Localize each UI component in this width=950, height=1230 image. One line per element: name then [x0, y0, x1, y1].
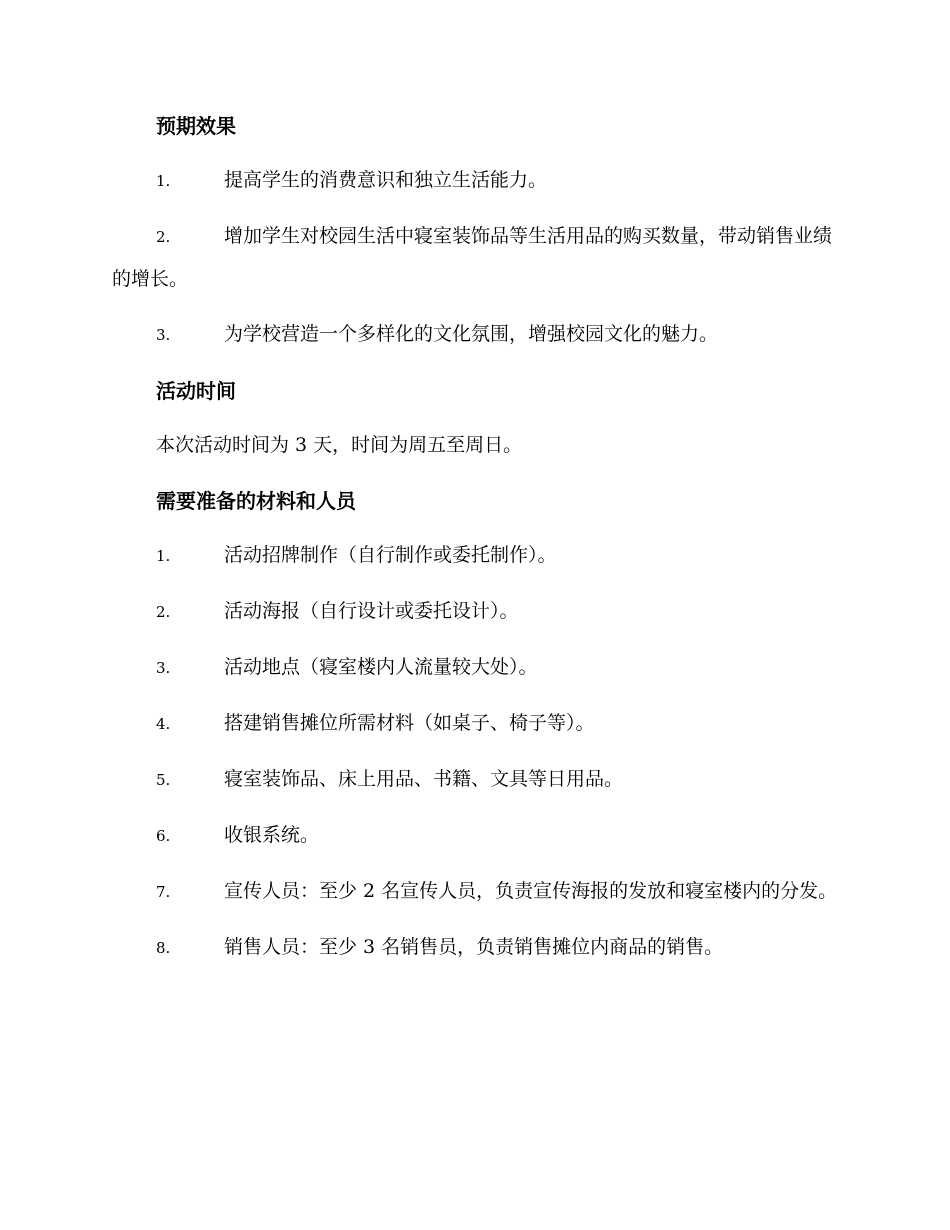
heading-materials-and-staff: 需要准备的材料和人员: [156, 489, 356, 513]
list-text: 提高学生的消费意识和独立生活能力。: [224, 169, 548, 191]
list-item: [112, 870, 840, 926]
list-item: [112, 702, 840, 758]
heading-expected-effects: 预期效果: [156, 114, 236, 138]
list-number: 6.: [156, 827, 171, 845]
list-number: 1.: [156, 547, 171, 565]
heading-activity-time: 活动时间: [156, 379, 236, 403]
activity-time-text: 本次活动时间为 3 天，时间为周五至周日。: [156, 434, 523, 456]
list-text: 寝室装饰品、床上用品、书籍、文具等日用品。: [224, 768, 624, 790]
list-text: 收银系统。: [224, 824, 320, 846]
list-number: 2.: [156, 228, 171, 246]
list-number: 3.: [156, 326, 171, 344]
list-number: 8.: [156, 939, 171, 957]
list-item: [112, 215, 840, 313]
list-item: [112, 159, 840, 215]
list-text: 活动招牌制作（自行制作或委托制作）。: [224, 544, 557, 566]
document-body: [112, 104, 840, 982]
list-text: 搭建销售摊位所需材料（如桌子、椅子等）。: [224, 712, 595, 734]
list-item: [112, 926, 840, 982]
list-text: 宣传人员：至少 2 名宣传人员，负责宣传海报的发放和寝室楼内的分发。: [224, 880, 838, 902]
list-number: 3.: [156, 659, 171, 677]
list-item: [112, 646, 840, 702]
list-number: 1.: [156, 172, 171, 190]
list-item: [112, 534, 840, 590]
list-number: 2.: [156, 603, 171, 621]
list-text: 为学校营造一个多样化的文化氛围，增强校园文化的魅力。: [224, 323, 719, 345]
list-number: 4.: [156, 715, 171, 733]
list-number: 5.: [156, 771, 171, 789]
list-item: [112, 590, 840, 646]
list-text: 活动海报（自行设计或委托设计）。: [224, 600, 519, 622]
list-text: 增加学生对校园生活中寝室装饰品等生活用品的购买数量，带动销售业绩的增长。: [112, 225, 833, 290]
list-item: [112, 814, 840, 870]
list-number: 7.: [156, 883, 171, 901]
list-item: [112, 313, 840, 369]
list-text: 活动地点（寝室楼内人流量较大处）。: [224, 656, 538, 678]
list-text: 销售人员：至少 3 名销售员，负责销售摊位内商品的销售。: [224, 936, 724, 958]
list-item: [112, 758, 840, 814]
